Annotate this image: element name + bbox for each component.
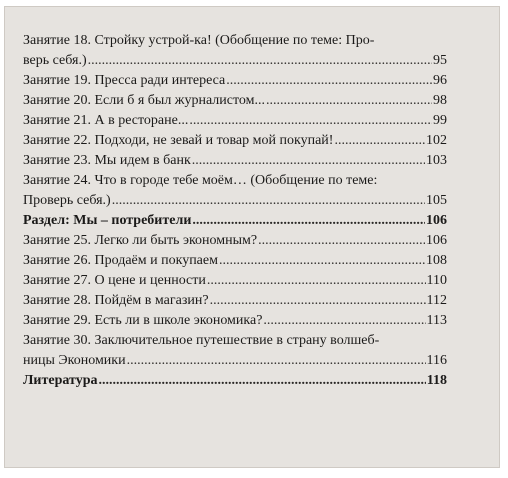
toc-page-number: 108	[426, 253, 447, 268]
toc-page-number: 99	[433, 113, 447, 128]
dot-leader	[219, 251, 425, 271]
dot-leader	[210, 291, 426, 311]
toc-entry-title: ницы Экономики	[23, 353, 126, 368]
toc-entry	[23, 231, 447, 251]
toc-entry-title-line: Занятие 30. Заключительное путешествие в страну волшеб-	[23, 333, 380, 348]
toc-entry	[23, 311, 447, 331]
toc-page-number: 105	[426, 193, 447, 208]
toc-page-number: 110	[426, 273, 447, 288]
dot-leader	[189, 111, 432, 131]
dot-leader	[258, 231, 425, 251]
toc-entry-title: Занятие 19. Пресса ради интереса	[23, 73, 226, 88]
dot-leader	[266, 91, 432, 111]
toc-entry	[23, 111, 447, 131]
toc-entry-title-line: Занятие 24. Что в городе тебе моём… (Обобщение по теме:	[23, 173, 378, 188]
book-page	[4, 6, 500, 468]
toc-entry-title: Занятие 29. Есть ли в школе экономика?	[23, 313, 263, 328]
toc-page-number: 116	[426, 353, 447, 368]
toc-entry	[23, 331, 447, 371]
toc-page-number: 106	[426, 213, 447, 228]
toc-entry-title: Занятие 28. Пойдём в магазин?	[23, 293, 209, 308]
toc-entry-row	[23, 71, 447, 91]
toc-entry-row	[23, 111, 447, 131]
dot-leader	[192, 151, 425, 171]
toc-entry-row	[23, 151, 447, 171]
toc-entry-row	[23, 211, 447, 231]
toc-section-entry	[23, 371, 447, 391]
toc-entry-title: Литература	[23, 373, 98, 388]
toc-entry-title: Занятие 23. Мы идем в банк	[23, 153, 191, 168]
toc-entry-title: Занятие 20. Если б я был журналистом...	[23, 93, 266, 108]
toc-page-number: 95	[433, 53, 447, 68]
toc-page-number: 113	[426, 313, 447, 328]
dot-leader	[192, 211, 425, 231]
toc-entry-title: Проверь себя.)	[23, 193, 111, 208]
table-of-contents	[23, 31, 447, 391]
toc-entry-row	[23, 91, 447, 111]
toc-page-number: 96	[433, 73, 447, 88]
toc-entry	[23, 71, 447, 91]
toc-entry-title: Занятие 26. Продаём и покупаем	[23, 253, 218, 268]
toc-entry-row	[23, 371, 447, 391]
toc-entry-row	[23, 351, 447, 371]
toc-page-number: 118	[426, 373, 447, 388]
toc-entry	[23, 31, 447, 71]
toc-entry-title: Занятие 25. Легко ли быть экономным?	[23, 233, 258, 248]
toc-entry-row	[23, 131, 447, 151]
toc-entry	[23, 171, 447, 211]
toc-entry-title: Раздел: Мы – потребители	[23, 213, 192, 228]
toc-entry-title: Занятие 27. О цене и ценности	[23, 273, 206, 288]
dot-leader	[263, 311, 425, 331]
dot-leader	[207, 271, 426, 291]
dot-leader	[88, 51, 432, 71]
toc-entry-row	[23, 291, 447, 311]
dot-leader	[127, 351, 426, 371]
toc-page-number: 103	[426, 153, 447, 168]
toc-entry-title-line: Занятие 18. Стройку устрой-ка! (Обобщение по теме: Про-	[23, 33, 375, 48]
dot-leader	[112, 191, 425, 211]
toc-entry-title: Занятие 21. А в ресторане...	[23, 113, 189, 128]
toc-page-number: 102	[426, 133, 447, 148]
dot-leader	[99, 371, 426, 391]
toc-page-number: 112	[426, 293, 447, 308]
toc-entry	[23, 91, 447, 111]
toc-entry	[23, 131, 447, 151]
toc-entry-row	[23, 51, 447, 71]
toc-entry-row	[23, 251, 447, 271]
toc-entry-title: Занятие 22. Подходи, не зевай и товар мой покупай!	[23, 133, 334, 148]
toc-entry-row	[23, 271, 447, 291]
toc-entry	[23, 151, 447, 171]
toc-entry	[23, 251, 447, 271]
toc-entry-row	[23, 231, 447, 251]
toc-page-number: 98	[433, 93, 447, 108]
dot-leader	[334, 131, 425, 151]
toc-page-number: 106	[426, 233, 447, 248]
toc-entry-title: верь себя.)	[23, 53, 87, 68]
toc-entry	[23, 271, 447, 291]
toc-entry-row	[23, 191, 447, 211]
toc-entry	[23, 291, 447, 311]
toc-section-entry	[23, 211, 447, 231]
toc-entry-row	[23, 311, 447, 331]
dot-leader	[226, 71, 432, 91]
